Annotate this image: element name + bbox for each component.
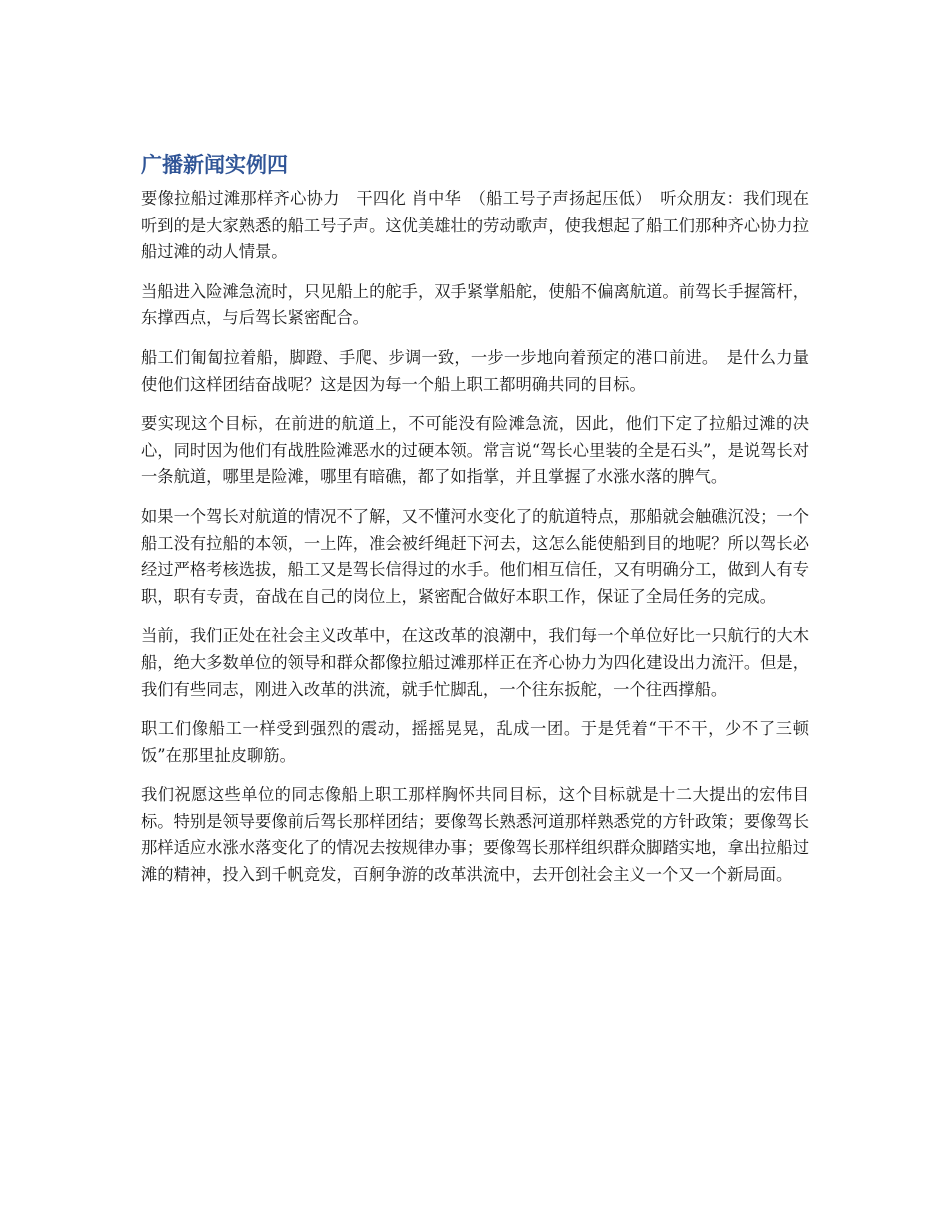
paragraph-8: 我们祝愿这些单位的同志像船上职工那样胸怀共同目标，这个目标就是十二大提出的宏伟目标。特别是领导要像前后驾长那样团结；要像驾长熟悉河道那样熟悉党的方针政策；要像驾长那样适应水涨水落变化了的情况去按规律办事；要像驾长那样组织群众脚踏实地，拿出拉船过滩的精神，投入到千帆竞发，百舸争游的改革洪流中，去开创社会主义一个又一个新局面。 — [141, 785, 809, 885]
document-title: 广播新闻实例四 — [141, 153, 288, 177]
paragraph-5: 如果一个驾长对航道的情况不了解，又不懂河水变化了的航道特点，那船就会触礁沉没；一个船工没有拉船的本领，一上阵，准会被纤绳赶下河去，这怎么能使船到目的地呢？所以驾长必经过严格考核选拔，船工又是驾长信得过的水手。他们相互信任，又有明确分工，做到人有专职，职有专责，奋战在自己的岗位上，紧密配合做好本职工作，保证了全局任务的完成。 — [141, 506, 809, 606]
paragraph-6: 当前，我们正处在社会主义改革中，在这改革的浪潮中，我们每一个单位好比一只航行的大木船，绝大多数单位的领导和群众都像拉船过滩那样正在齐心协力为四化建设出力流汗。但是，我们有些同志，刚进入改革的洪流，就手忙脚乱，一个往东扳舵，一个往西撑船。 — [141, 626, 809, 699]
paragraph-3: 船工们匍匐拉着船，脚蹬、手爬、步调一致，一步一步地向着预定的港口前进。 是什么力量使他们这样团结奋战呢？这是因为每一个船上职工都明确共同的目标。 — [141, 347, 809, 394]
paragraph-1: 要像拉船过滩那样齐心协力 干四化 肖中华 （船工号子声扬起压低） 听众朋友：我们现在听到的是大家熟悉的船工号子声。这优美雄壮的劳动歌声，使我想起了船工们那种齐心协力拉船过滩的动人情景。 — [141, 189, 809, 262]
paragraph-4: 要实现这个目标，在前进的航道上，不可能没有险滩急流，因此，他们下定了拉船过滩的决心，同时因为他们有战胜险滩恶水的过硬本领。常言说“驾长心里装的全是石头”，是说驾长对一条航道，哪里是险滩，哪里有暗礁，都了如指掌，并且掌握了水涨水落的脾气。 — [141, 414, 809, 487]
paragraph-2: 当船进入险滩急流时，只见船上的舵手，双手紧掌船舵，使船不偏离航道。前驾长手握篙杆，东撑西点，与后驾长紧密配合。 — [141, 281, 809, 328]
paragraph-7: 职工们像船工一样受到强烈的震动，摇摇晃晃，乱成一团。于是凭着“干不干，少不了三顿饭”在那里扯皮聊筋。 — [141, 719, 809, 765]
document-page — [141, 150, 809, 902]
